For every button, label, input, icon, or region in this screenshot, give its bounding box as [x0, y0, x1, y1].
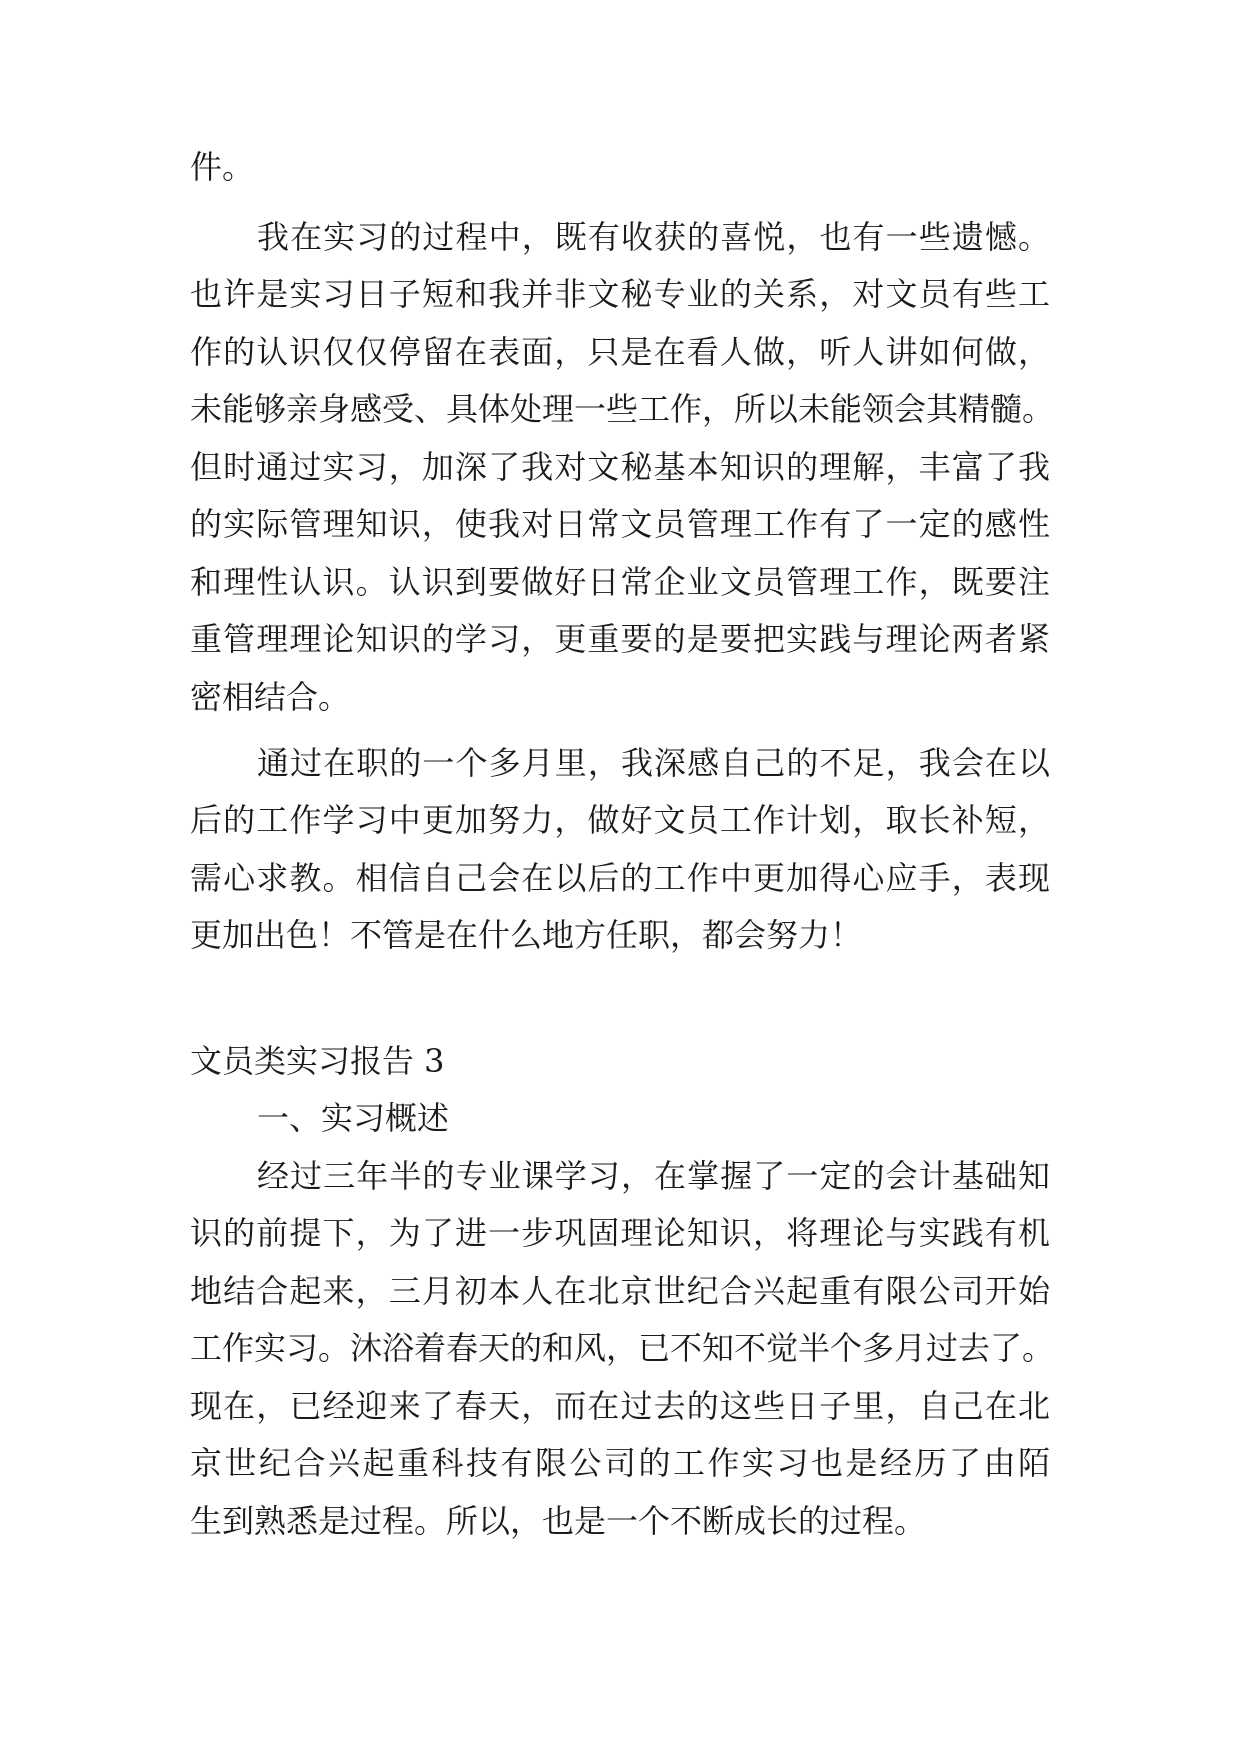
text-line: 密相结合。: [190, 678, 351, 716]
text-line: 未能够亲身感受、具体处理一些工作，所以未能领会其精髓。: [190, 390, 1055, 428]
text-line: 也许是实习日子短和我并非文秘专业的关系，对文员有些工: [190, 275, 1050, 313]
text-line: 但时通过实习，加深了我对文秘基本知识的理解，丰富了我: [190, 448, 1050, 486]
text-line: 作的认识仅仅停留在表面，只是在看人做，听人讲如何做，: [190, 333, 1050, 371]
text-line: 我在实习的过程中，既有收获的喜悦，也有一些遗憾。: [257, 218, 1050, 256]
text-line: 工作实习。沐浴着春天的和风，已不知不觉半个多月过去了。: [190, 1329, 1055, 1367]
text-line: 和理性认识。认识到要做好日常企业文员管理工作，既要注: [190, 563, 1050, 601]
subsection-heading: 一、实习概述: [257, 1099, 450, 1137]
text-line: 生到熟悉是过程。所以，也是一个不断成长的过程。: [190, 1502, 927, 1540]
section-heading: 文员类实习报告 3: [190, 1042, 445, 1080]
text-line: 地结合起来，三月初本人在北京世纪合兴起重有限公司开始: [190, 1272, 1050, 1310]
text-line: 更加出色！不管是在什么地方任职，都会努力！: [190, 916, 863, 954]
text-line: 后的工作学习中更加努力，做好文员工作计划，取长补短，: [190, 801, 1050, 839]
text-line: 需心求教。相信自己会在以后的工作中更加得心应手，表现: [190, 859, 1050, 897]
text-line: 现在，已经迎来了春天，而在过去的这些日子里，自己在北: [190, 1387, 1050, 1425]
text-line: 经过三年半的专业课学习，在掌握了一定的会计基础知: [257, 1157, 1050, 1195]
text-line: 识的前提下，为了进一步巩固理论知识，将理论与实践有机: [190, 1214, 1050, 1252]
text-line: 通过在职的一个多月里，我深感自己的不足，我会在以: [257, 744, 1050, 782]
text-line: 的实际管理知识，使我对日常文员管理工作有了一定的感性: [190, 505, 1050, 543]
text-line: 件。: [190, 148, 255, 186]
text-line: 京世纪合兴起重科技有限公司的工作实习也是经历了由陌: [190, 1444, 1050, 1482]
text-line: 重管理理论知识的学习，更重要的是要把实践与理论两者紧: [190, 620, 1050, 658]
